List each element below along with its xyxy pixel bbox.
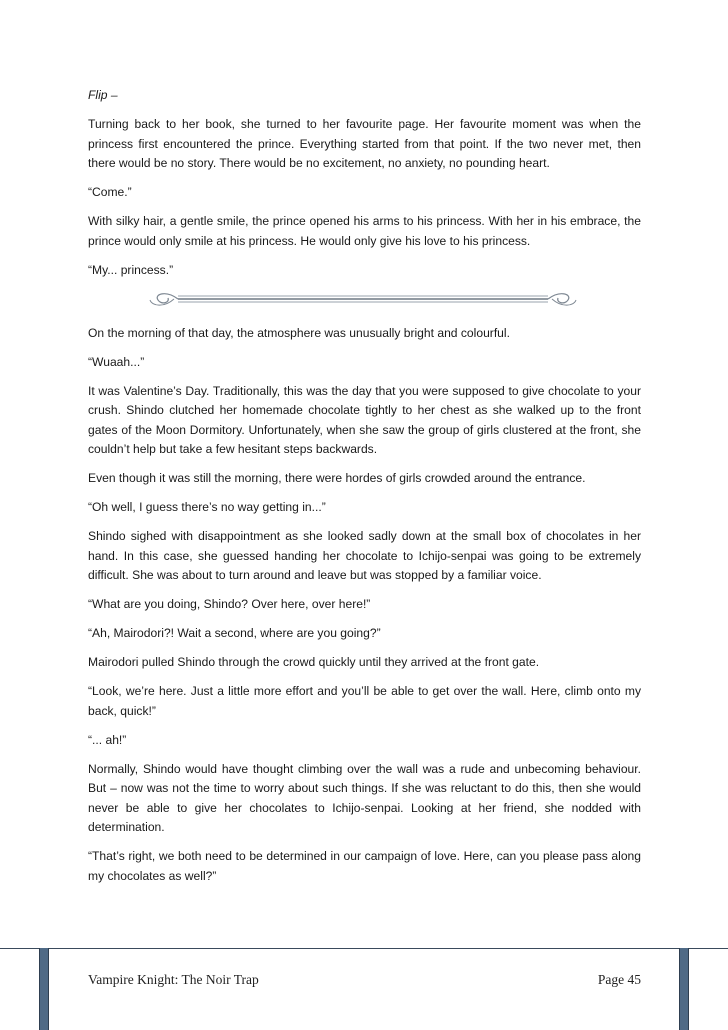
paragraph: “That’s right, we both need to be determined in our campaign of love. Here, can you please pass along my chocolates as well?” <box>88 849 641 883</box>
footer-page-number: Page 45 <box>597 972 641 987</box>
footer-left-bar <box>39 948 49 1030</box>
paragraph: “What are you doing, Shindo? Over here, over here!” <box>88 597 371 611</box>
paragraph: “... ah!” <box>88 732 127 747</box>
ornamental-divider <box>88 288 641 310</box>
paragraph: It was Valentine’s Day. Traditionally, this was the day that you were supposed to give chocolate to your crush. Shindo clutched her homemade chocolate tightly to her chest as she walked up to the front gates of the Moon Dormitory. Unfortunately, when she saw the group of girls clustered at the front, she couldn’t help but take a few hesitant steps backwards. <box>88 383 641 456</box>
paragraph: With silky hair, a gentle smile, the prince opened his arms to his princess. With her in his embrace, the prince would only smile at his princess. He would only give his love to his princess. <box>88 214 641 248</box>
paragraph: “Come.” <box>88 185 132 199</box>
footer <box>0 948 728 1030</box>
paragraph: Mairodori pulled Shindo through the crowd quickly until they arrived at the front gate. <box>88 655 540 669</box>
paragraph: “Look, we’re here. Just a little more effort and you’ll be able to get over the wall. Here, climb onto my back, quick!” <box>88 684 641 718</box>
paragraph: On the morning of that day, the atmosphere was unusually bright and colourful. <box>88 325 510 340</box>
paragraph: “My... princess.” <box>88 262 174 277</box>
footer-rule <box>0 948 728 949</box>
paragraph: “Wuaah...” <box>88 354 145 369</box>
section-marker: Flip – <box>88 88 118 102</box>
page-body <box>88 86 641 896</box>
footer-book-title: Vampire Knight: The Noir Trap <box>88 972 259 987</box>
paragraph: “Ah, Mairodori?! Wait a second, where are you going?” <box>88 626 381 640</box>
paragraph: Normally, Shindo would have thought climbing over the wall was a rude and unbecoming behaviour. But – now was not the time to worry about such things. If she was reluctant to do this, then she would never be able to give her chocolates to Ichijo-senpai. Looking at her friend, she nodded with determination. <box>88 761 641 834</box>
paragraph: Even though it was still the morning, there were hordes of girls crowded around the entrance. <box>88 471 586 485</box>
paragraph: “Oh well, I guess there’s no way getting in...” <box>88 500 326 514</box>
scroll-ornament-icon <box>148 288 578 310</box>
footer-right-bar <box>679 948 689 1030</box>
paragraph: Turning back to her book, she turned to her favourite page. Her favourite moment was when the princess first encountered the prince. Everything started from that point. If the two never met, then there would be no story. There would be no excitement, no anxiety, no pounding heart. <box>88 117 641 170</box>
paragraph: Shindo sighed with disappointment as she looked sadly down at the small box of chocolates in her hand. In this case, she guessed handing her chocolate to Ichijo-senpai was going to be extremely difficult. She was about to turn around and leave but was stopped by a familiar voice. <box>88 529 641 582</box>
